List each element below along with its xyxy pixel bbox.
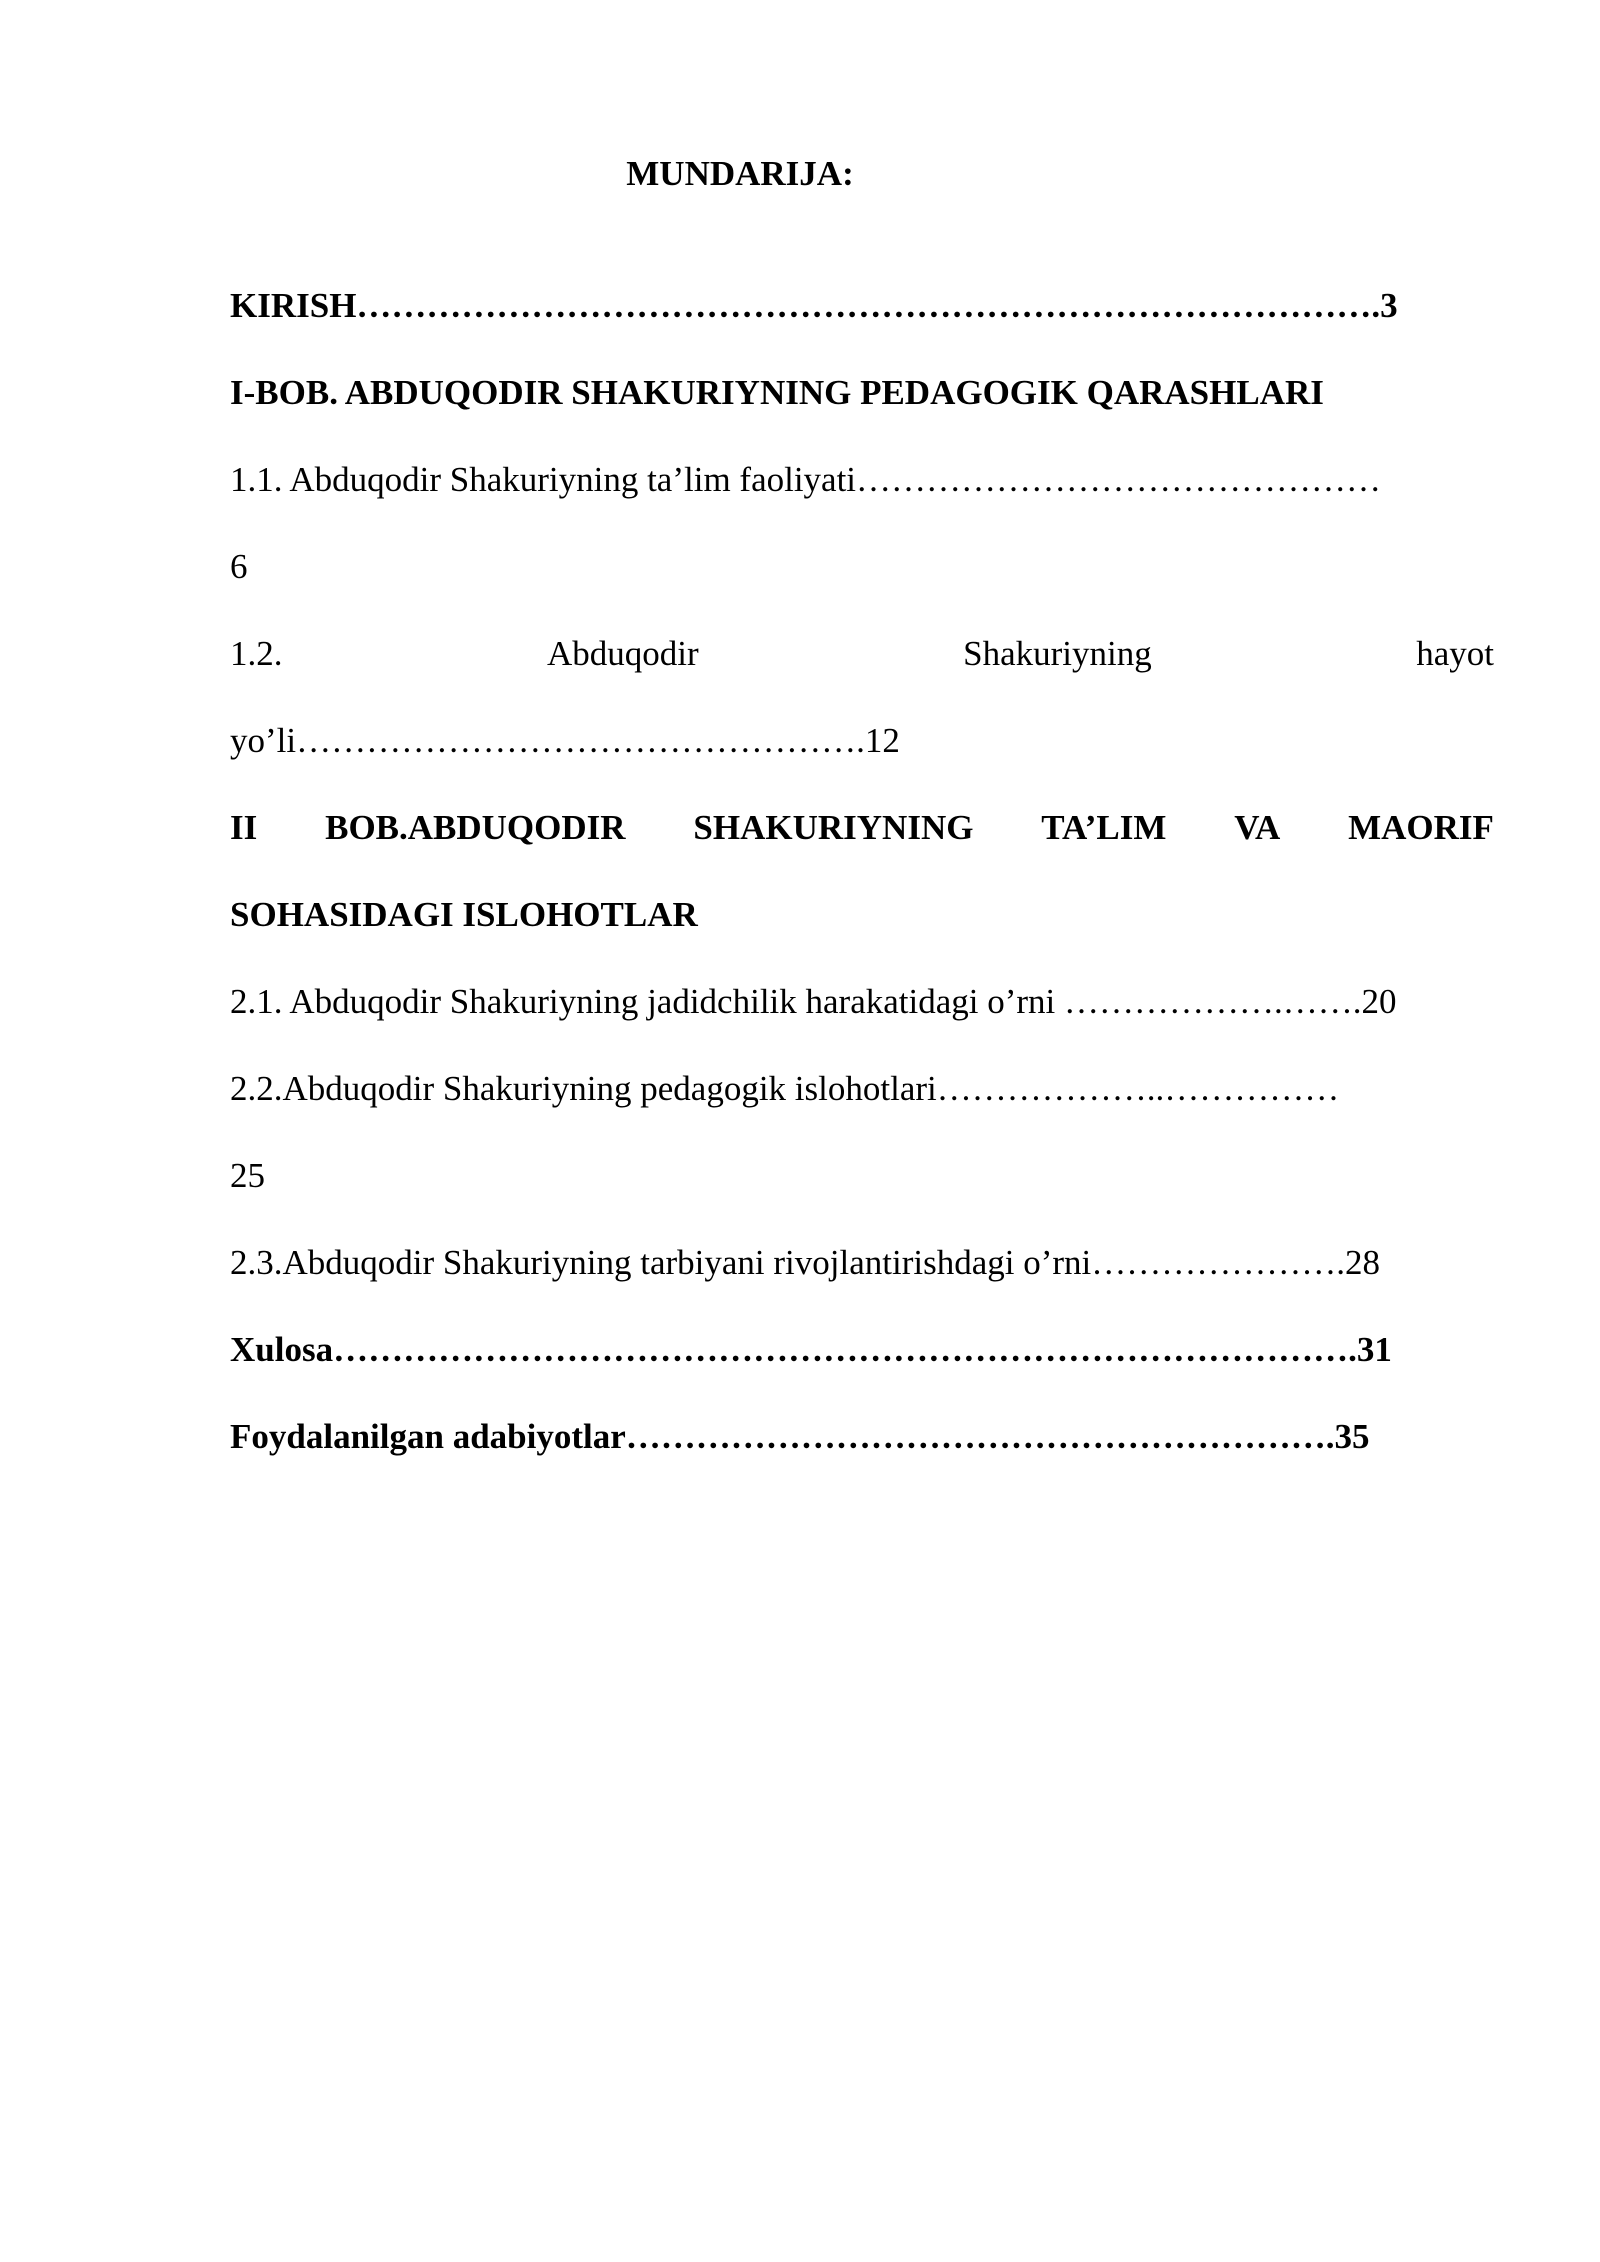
toc-word: SHAKURIYNING bbox=[693, 808, 974, 847]
toc-word: II bbox=[230, 808, 258, 847]
toc-word: hayot bbox=[1416, 634, 1494, 673]
toc-entry-2-3: 2.3.Abduqodir Shakuriyning tarbiyani rivojlantirishdagi o’rni………………….28 bbox=[230, 1243, 1381, 1282]
toc-entry-chapter-1: I-BOB. ABDUQODIR SHAKURIYNING PEDAGOGIK QARASHLARI bbox=[230, 373, 1324, 412]
toc-entry-adabiyotlar: Foydalanilgan adabiyotlar…………………………………………………….35 bbox=[230, 1417, 1370, 1456]
toc-entry-1-2-cont: yo’li………………………………………….12 bbox=[230, 721, 900, 760]
toc-entry-chapter-2 bbox=[230, 806, 1494, 850]
toc-word: TA’LIM bbox=[1041, 808, 1167, 847]
toc-entry-2-2-page: 25 bbox=[230, 1156, 265, 1195]
toc-entry-xulosa: Xulosa…………………………………………………………………………….31 bbox=[230, 1330, 1392, 1369]
toc-title: MUNDARIJA: bbox=[626, 154, 854, 193]
toc-word: Abduqodir bbox=[546, 634, 699, 673]
toc-word: MAORIF bbox=[1348, 808, 1494, 847]
toc-word: BOB.ABDUQODIR bbox=[325, 808, 626, 847]
toc-entry-2-2: 2.2.Abduqodir Shakuriyning pedagogik islohotlari………………..…………… bbox=[230, 1069, 1340, 1108]
toc-word: Shakuriyning bbox=[963, 634, 1152, 673]
toc-entry-chapter-2-cont: SOHASIDAGI ISLOHOTLAR bbox=[230, 895, 698, 934]
toc-entry-1-2 bbox=[230, 632, 1494, 676]
toc-entry-kirish: KIRISH…………………………………………………………………………….3 bbox=[230, 286, 1398, 325]
toc-entry-2-1: 2.1. Abduqodir Shakuriyning jadidchilik harakatidagi o’rni ……………….…….20 bbox=[230, 982, 1397, 1021]
toc-entry-1-1: 1.1. Abduqodir Shakuriyning ta’lim faoliyati……………………………………… bbox=[230, 460, 1382, 499]
toc-word: VA bbox=[1234, 808, 1281, 847]
toc-word: 1.2. bbox=[230, 634, 283, 673]
toc-entry-1-1-page: 6 bbox=[230, 547, 248, 586]
